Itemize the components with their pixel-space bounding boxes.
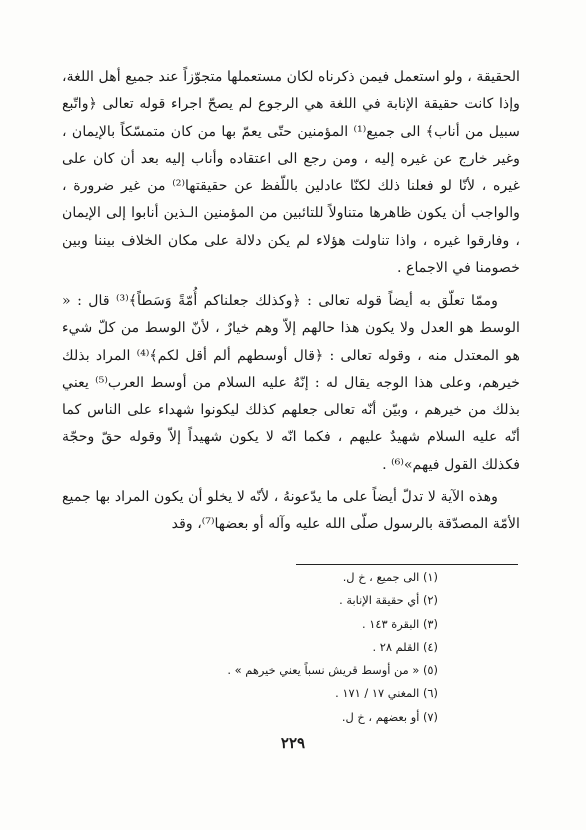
- paragraph-3: وهذه الآية لا تدلّ أيضاً على ما يدّعونهُ ، لأنّه لا يخلو أن يكون المراد بها جميع الأمّة المصدّقة بالرسول صلّى الله عليه وآله أو بعضها⁽⁷⁾، وقد: [62, 489, 520, 533]
- footnotes-list: [138, 566, 438, 729]
- paragraph-1: الحقيقة ، ولو استعمل فيمن ذكرناه لكان مستعملها متجوّزاً عند جميع أهل اللغة، وإذا كانت حقيقة الإنابة في اللغة هي الرجوع لم يصحّ اجراء قوله تعالى ﴿واتّبع سبيل من أناب﴾ الى جميع⁽¹⁾ المؤمنين حتّى يعمّ بها من كان متمسّكاً بالإيمان ، وغير خارج عن غيره إليه ، ومن رجع الى اعتقاده وأناب إليه بعد أن كان على غيره ، لأنّا لو فعلنا ذلك لكنّا عادلين باللّفظ عن حقيقتها⁽²⁾ من غير ضرورة ، والواجب أن يكون ظاهرها متناولاً للتائبين من المؤمنين الـذين أنابوا إلى الإيمان ، وفارقوا غيره ، واذا تناولت هؤلاء لم يكن دلالة على مكان الخلاف بيننا وبين خصومنا في الاجماع .: [62, 69, 520, 277]
- footnote-divider: [296, 564, 518, 565]
- footnote-5: (٥) « من أوسط قريش نسباً يعني خيرهم » .: [227, 663, 438, 678]
- footnote-4: (٤) القلم ٢٨ .: [372, 639, 438, 654]
- main-text-block-3: [62, 484, 520, 539]
- footnote-1: (١) الى جميع ، خ ل.: [342, 570, 438, 584]
- footnote-3: (٣) البقرة ١٤٣ .: [362, 616, 438, 631]
- page-number: ٢٢٩: [280, 734, 306, 752]
- footnote-6: (٦) المغني ١٧ / ١٧١ .: [335, 686, 438, 701]
- main-text-block: [62, 64, 520, 282]
- footnote-7: (٧) أو بعضهم ، خ ل.: [341, 709, 438, 724]
- paragraph-2: وممّا تعلّق به أيضاً قوله تعالى : ﴿وكذلك جعلناكم أُمّةً وَسَطاً﴾⁽³⁾ قال : « الوسط هو العدل ولا يكون هذا حالهم إلاّ وهم خيارٌ ، لأنّ الوسط من كلّ شيء هو المعتدل منه ، وقوله تعالى : ﴿قال أوسطهم ألم أقل لكم﴾⁽⁴⁾ المراد بذلك خيرهم، وعلى هذا الوجه يقال له : إنّهُ عليه السلام من أوسط العرب⁽⁵⁾ يعني بذلك من خيرهم ، وبيّن أنّه تعالى جعلهم كذلك ليكونوا شهداء على الناس كما أنّه عليه السلام شهيدٌ عليهم ، فكما انّه لا يكون شهيداً إلاّ وقوله حقّ وحجّة فكذلك القول فيهم»⁽⁶⁾ .: [62, 293, 521, 473]
- footnote-2: (٢) أي حقيقة الإنابة .: [339, 593, 438, 608]
- main-text-block-2: [62, 288, 520, 479]
